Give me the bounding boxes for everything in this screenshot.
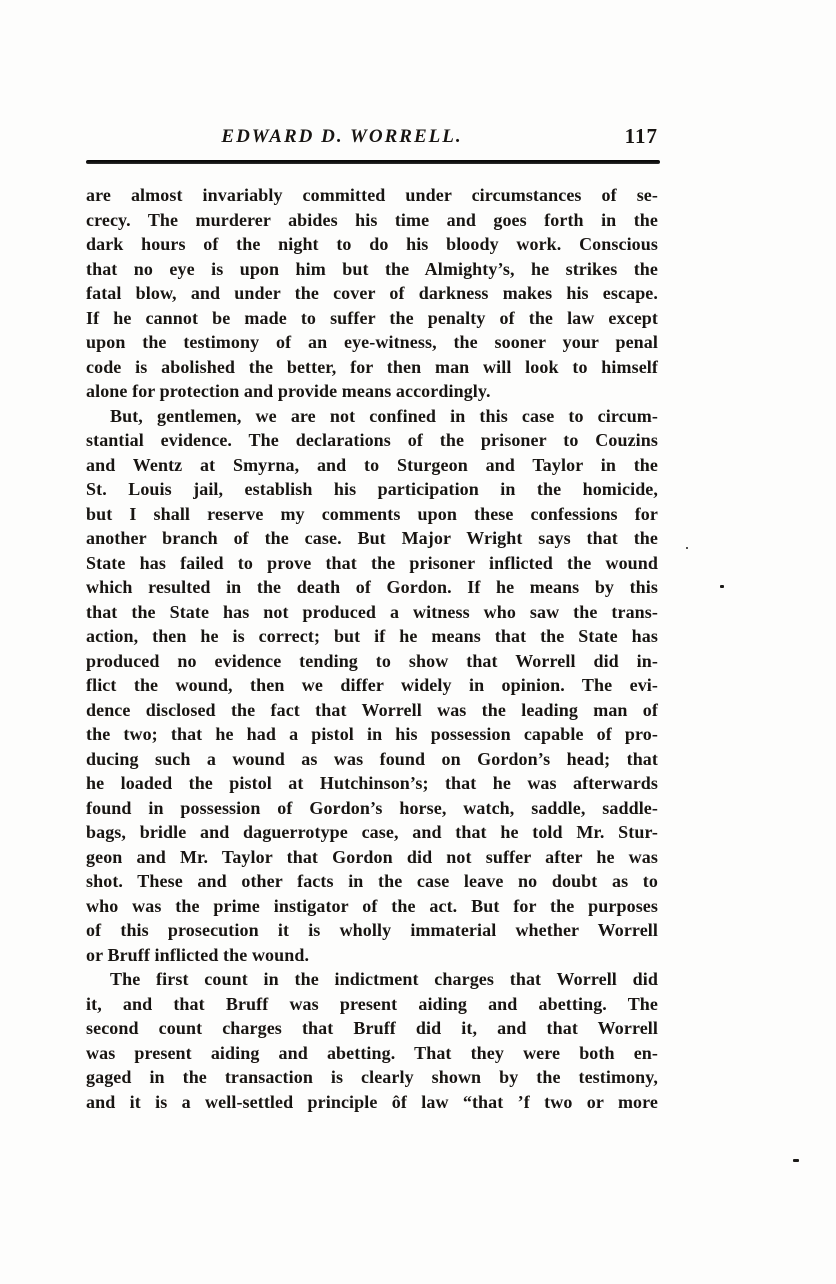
text-line: stantial evidence. The declarations of the prisoner to Couzins xyxy=(86,430,658,450)
text-line: another branch of the case. But Major Wright says that the xyxy=(86,528,658,548)
text-line: If he cannot be made to suffer the penalty of the law except xyxy=(86,307,658,328)
text-line: State has failed to prove that the prisoner inflicted the wound xyxy=(86,552,658,573)
text-line: But, gentlemen, we are not confined in this case to circum- xyxy=(110,405,658,426)
text-line: ducing such a wound as was found on Gordon’s head; that xyxy=(86,748,658,769)
ink-speck xyxy=(686,547,688,549)
text-line: alone for protection and provide means accordingly. xyxy=(86,381,491,401)
text-line: the two; that he had a pistol in his possession capable of pro- xyxy=(86,724,658,744)
text-line: that no eye is upon him but the Almighty’s, he strikes the xyxy=(86,258,658,279)
text-line: that the State has not produced a witness who saw the trans- xyxy=(86,601,658,622)
text-line: gaged in the transaction is clearly shown by the testimony, xyxy=(86,1067,658,1087)
text-line: and Wentz at Smyrna, and to Sturgeon and Taylor in the xyxy=(86,454,658,475)
text-line: but I shall reserve my comments upon these confessions for xyxy=(86,503,658,524)
text-line: it, and that Bruff was present aiding and abetting. The xyxy=(86,993,658,1014)
text-line: flict the wound, then we differ widely in opinion. The evi- xyxy=(86,675,658,695)
text-line: fatal blow, and under the cover of darkness makes his escape. xyxy=(86,283,658,303)
ink-speck xyxy=(720,585,724,588)
paragraph xyxy=(86,404,658,968)
text-line: who was the prime instigator of the act. But for the purposes xyxy=(86,895,658,916)
page-body-text xyxy=(86,183,658,1114)
text-line: produced no evidence tending to show that Worrell did in- xyxy=(86,650,658,671)
ink-speck xyxy=(793,1159,799,1162)
text-line: The first count in the indictment charges that Worrell did xyxy=(110,969,658,989)
page-number: 117 xyxy=(624,124,658,148)
text-line: geon and Mr. Taylor that Gordon did not suffer after he was xyxy=(86,846,658,867)
paragraph xyxy=(86,183,658,404)
text-line: and it is a well-settled principle ôf law “that ’f two or more xyxy=(86,1091,658,1112)
paragraph xyxy=(86,967,658,1114)
text-line: was present aiding and abetting. That they were both en- xyxy=(86,1042,658,1063)
text-line: found in possession of Gordon’s horse, watch, saddle, saddle- xyxy=(86,797,658,818)
text-line: code is abolished the better, for then man will look to himself xyxy=(86,356,658,377)
text-line: upon the testimony of an eye-witness, the sooner your penal xyxy=(86,332,658,352)
text-line: are almost invariably committed under circumstances of se- xyxy=(86,185,658,205)
header-rule xyxy=(86,160,660,164)
text-line: dence disclosed the fact that Worrell was the leading man of xyxy=(86,699,658,720)
text-line: action, then he is correct; but if he means that the State has xyxy=(86,626,658,646)
text-line: which resulted in the death of Gordon. If he means by this xyxy=(86,577,658,597)
text-line: bags, bridle and daguerrotype case, and that he told Mr. Stur- xyxy=(86,822,658,842)
text-line: of this prosecution it is wholly immaterial whether Worrell xyxy=(86,920,658,940)
text-line: crecy. The murderer abides his time and goes forth in the xyxy=(86,209,658,230)
text-line: he loaded the pistol at Hutchinson’s; that he was afterwards xyxy=(86,773,658,793)
running-title: EDWARD D. WORRELL. xyxy=(221,126,463,147)
text-line: dark hours of the night to do his bloody work. Conscious xyxy=(86,234,658,254)
text-line: St. Louis jail, establish his participation in the homicide, xyxy=(86,479,658,499)
running-head xyxy=(86,126,658,152)
text-line: second count charges that Bruff did it, and that Worrell xyxy=(86,1018,658,1038)
text-line: shot. These and other facts in the case leave no doubt as to xyxy=(86,871,658,891)
text-line: or Bruff inflicted the wound. xyxy=(86,944,310,965)
